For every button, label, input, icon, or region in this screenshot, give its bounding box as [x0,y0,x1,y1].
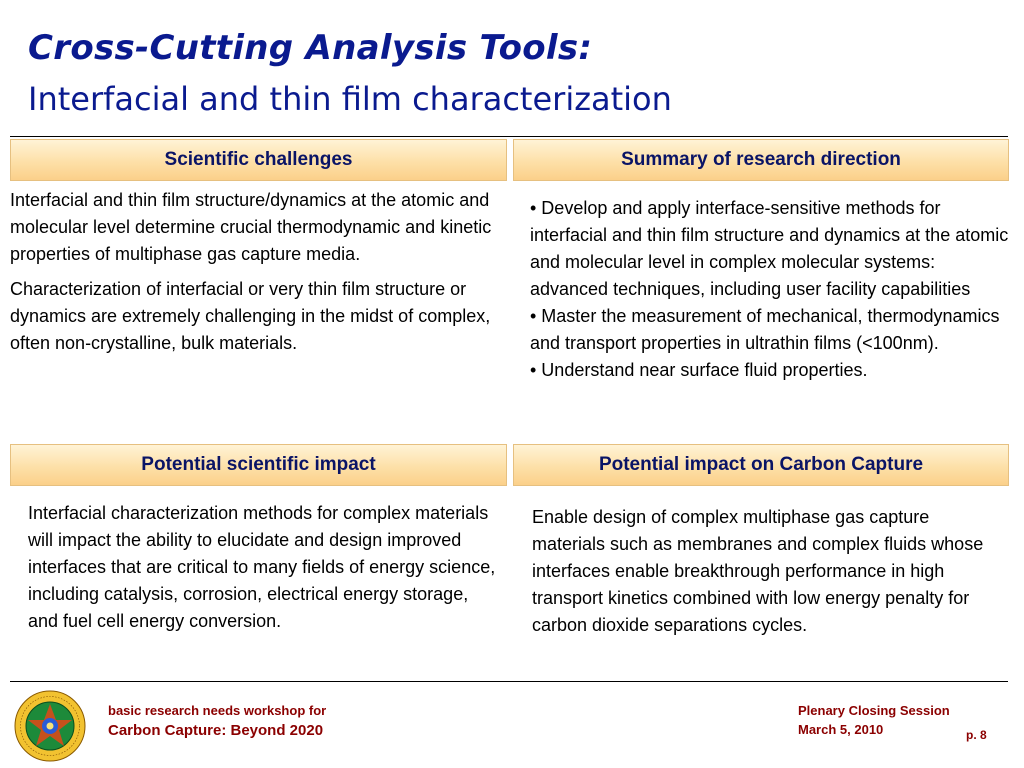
scientific-challenges-header: Scientific challenges [10,139,507,181]
slide-title: Cross-Cutting Analysis Tools: [28,28,593,68]
challenges-paragraph-1: Interfacial and thin film structure/dynamics at the atomic and molecular level determine crucial thermodynamic and kinetic properties of multiphase gas capture media. [10,190,492,264]
footer-session: Plenary Closing Session [798,703,950,718]
summary-bullet-3: • Understand near surface fluid properties. [530,360,868,380]
office-of-basic-energy-sciences-seal-icon [14,690,86,762]
bottom-divider [10,681,1008,682]
scientific-impact-text: Interfacial characterization methods for complex materials will impact the ability to elucidate and design improved interfaces that are critical to many fields of energy science, including catalysis, corrosion, electrical energy storage, and fuel cell energy conversion. [28,503,496,631]
top-divider [10,136,1008,137]
footer-date: March 5, 2010 [798,722,884,737]
potential-scientific-impact-header: Potential scientific impact [10,444,507,486]
footer-workshop-title: Carbon Capture: Beyond 2020 [108,722,324,739]
potential-impact-on-carbon-capture-body [532,504,1002,639]
potential-impact-on-carbon-capture-header: Potential impact on Carbon Capture [513,444,1009,486]
page-number: p. 8 [966,728,987,742]
summary-bullet-1: • Develop and apply interface-sensitive methods for interfacial and thin film structure and dynamics at the atomic and molecular level in complex molecular systems: advanced techniques, including user facility capabilities [530,198,1009,299]
summary-of-research-direction-header: Summary of research direction [513,139,1009,181]
challenges-paragraph-2: Characterization of interfacial or very thin film structure or dynamics are extremely challenging in the midst of complex, often non-crystalline, bulk materials. [10,279,491,353]
potential-scientific-impact-body [28,500,500,635]
carbon-impact-text: Enable design of complex multiphase gas capture materials such as membranes and complex fluids whose interfaces enable breakthrough performance in high transport kinetics combined with low energy penalty for carbon dioxide separations cycles. [532,507,984,635]
summary-of-research-direction-body [530,195,1016,384]
footer-workshop-line: basic research needs workshop for [108,703,327,718]
summary-bullet-2: • Master the measurement of mechanical, thermodynamics and transport properties in ultrathin films (<100nm). [530,306,1000,353]
slide-subtitle: Interfacial and thin film characterization [28,80,672,118]
scientific-challenges-body [10,187,506,357]
